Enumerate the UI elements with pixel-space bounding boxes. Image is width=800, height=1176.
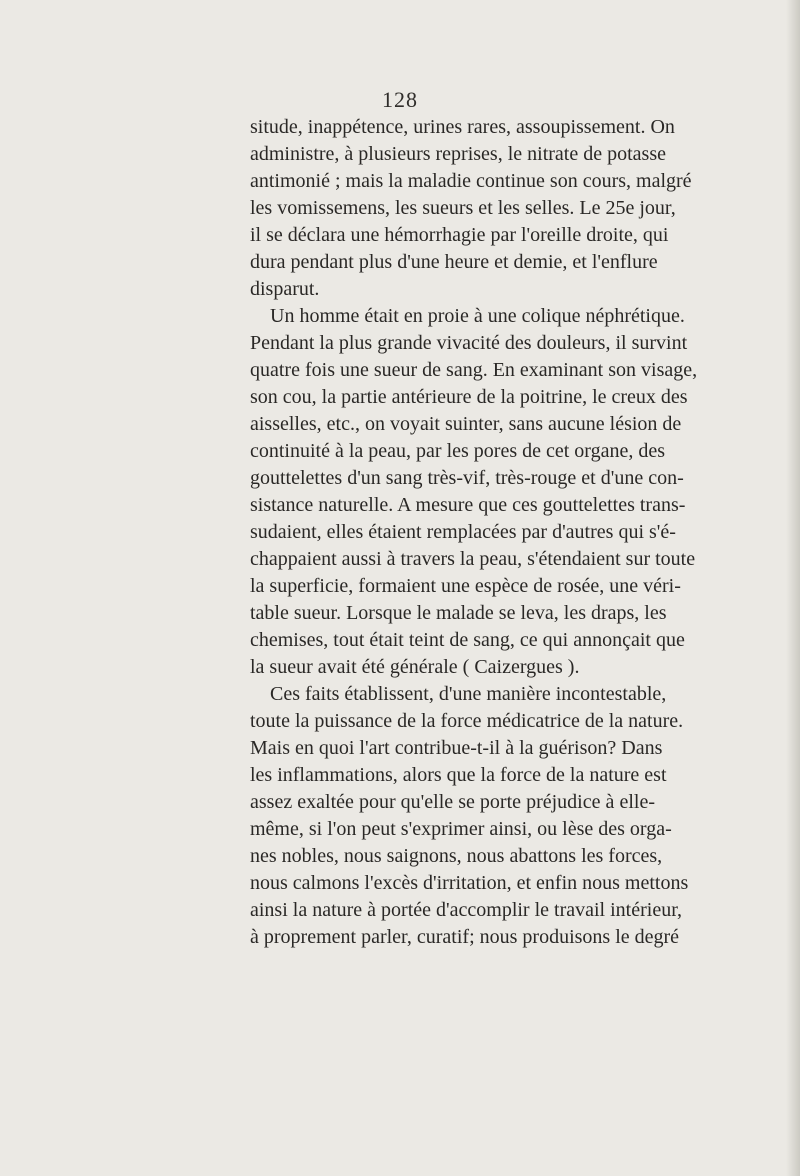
- text-line: même, si l'on peut s'exprimer ainsi, ou lèse des orga-: [250, 818, 672, 840]
- text-line: à proprement parler, curatif; nous produisons le degré: [250, 926, 680, 948]
- text-line: nous calmons l'excès d'irritation, et enfin nous mettons: [250, 872, 689, 894]
- text-line: quatre fois une sueur de sang. En examinant son visage,: [250, 359, 698, 381]
- page-edge-shadow: [786, 0, 800, 1176]
- text-line: Ces faits établissent, d'une manière incontestable,: [270, 683, 667, 705]
- text-line: les vomissemens, les sueurs et les selles. Le 25e jour,: [250, 197, 676, 219]
- text-line: la superficie, formaient une espèce de rosée, une véri-: [250, 575, 681, 597]
- text-line: sistance naturelle. A mesure que ces gouttelettes trans-: [250, 494, 686, 516]
- text-line: chappaient aussi à travers la peau, s'étendaient sur toute: [250, 548, 696, 570]
- text-line: la sueur avait été générale ( Caizergues ).: [250, 656, 580, 678]
- text-line: table sueur. Lorsque le malade se leva, les draps, les: [250, 602, 667, 624]
- page-number: 128: [382, 87, 418, 112]
- text-line: sudaient, elles étaient remplacées par d'autres qui s'é-: [250, 521, 676, 543]
- text-line: administre, à plusieurs reprises, le nitrate de potasse: [250, 143, 666, 165]
- text-line: continuité à la peau, par les pores de cet organe, des: [250, 440, 666, 462]
- text-line: Mais en quoi l'art contribue-t-il à la guérison? Dans: [250, 737, 663, 759]
- text-line: assez exaltée pour qu'elle se porte préjudice à elle-: [250, 791, 655, 813]
- text-line: toute la puissance de la force médicatrice de la nature.: [250, 710, 684, 732]
- text-line: il se déclara une hémorrhagie par l'oreille droite, qui: [250, 224, 669, 246]
- text-line: ainsi la nature à portée d'accomplir le travail intérieur,: [250, 899, 683, 921]
- text-line: Pendant la plus grande vivacité des douleurs, il survint: [250, 332, 688, 354]
- text-line: dura pendant plus d'une heure et demie, et l'enflure: [250, 251, 658, 273]
- text-line: Un homme était en proie à une colique néphrétique.: [270, 305, 685, 327]
- text-line: nes nobles, nous saignons, nous abattons les forces,: [250, 845, 663, 867]
- text-line: situde, inappétence, urines rares, assoupissement. On: [250, 116, 675, 138]
- text-line: disparut.: [250, 278, 320, 300]
- text-line: chemises, tout était teint de sang, ce qui annonçait que: [250, 629, 685, 651]
- text-line: son cou, la partie antérieure de la poitrine, le creux des: [250, 386, 688, 408]
- text-line: antimonié ; mais la maladie continue son cours, malgré: [250, 170, 692, 192]
- text-line: aisselles, etc., on voyait suinter, sans aucune lésion de: [250, 413, 682, 435]
- text-line: gouttelettes d'un sang très-vif, très-rouge et d'une con-: [250, 467, 684, 489]
- text-line: les inflammations, alors que la force de la nature est: [250, 764, 667, 786]
